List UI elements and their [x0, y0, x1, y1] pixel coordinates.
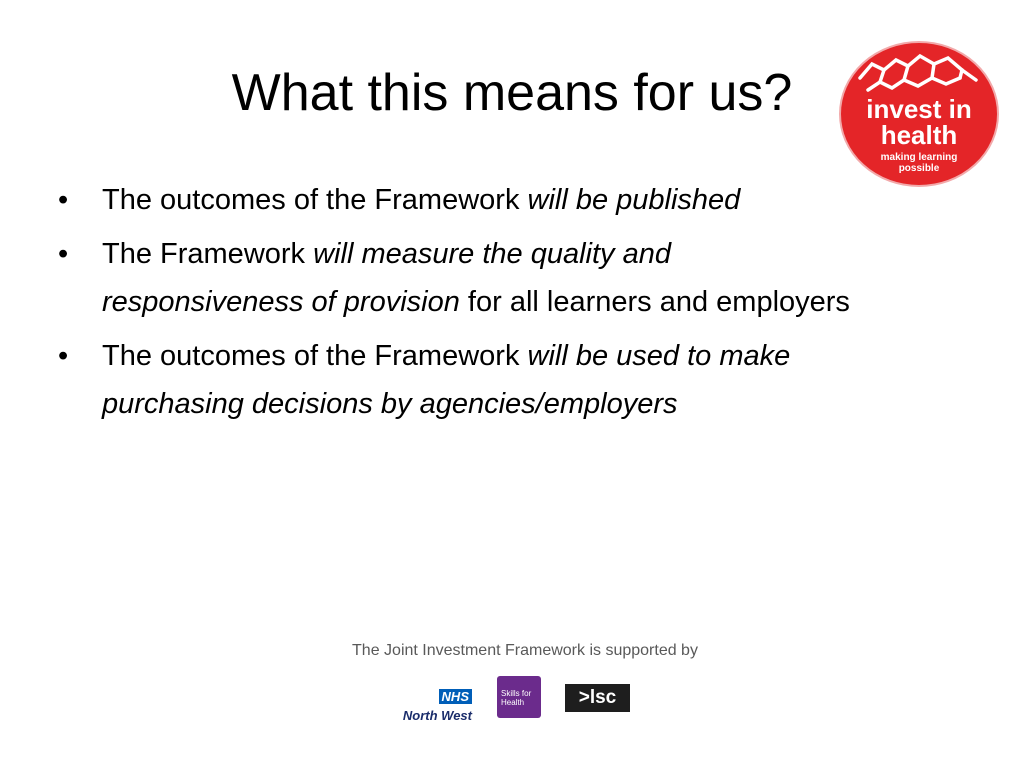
- bullet-text: The Framework: [102, 238, 314, 270]
- bullet-emphasis: will be published: [527, 184, 741, 216]
- bullet-emphasis: will measure the quality and responsiveness of provision: [102, 238, 671, 318]
- skills-for-health-logo: [497, 676, 541, 718]
- nhs-badge: NHS: [439, 689, 472, 704]
- logo-line-1: invest in: [866, 94, 972, 124]
- lsc-logo: >lsc: [565, 684, 630, 712]
- bullet-item: [58, 176, 878, 224]
- nhs-region: North West: [402, 708, 472, 723]
- logo-line-2: health: [880, 120, 958, 150]
- sfh-line-1: Skills for: [501, 689, 532, 698]
- bullet-text: The outcomes of the Framework: [102, 184, 528, 216]
- logo-tagline-1: making learning: [880, 152, 958, 163]
- bullet-text: The outcomes of the Framework: [102, 340, 528, 372]
- bullet-emphasis: will be used to make purchasing decisions by agencies/employers: [102, 340, 791, 420]
- bullet-item: [58, 230, 878, 326]
- invest-in-health-logo: [838, 40, 1000, 188]
- bullet-dot: •: [58, 238, 69, 270]
- nhs-north-west-logo: [398, 688, 472, 724]
- bullet-item: [58, 332, 878, 428]
- bullet-dot: •: [58, 340, 69, 372]
- slide-title: What this means for us?: [231, 64, 793, 122]
- logo-tagline-2: possible: [898, 163, 940, 174]
- sfh-line-2: Health: [501, 698, 525, 707]
- supporters-caption: The Joint Investment Framework is supported by: [352, 642, 698, 659]
- bullet-list: [58, 176, 878, 434]
- bullet-text-trailing: for all learners and employers: [459, 286, 850, 318]
- bullet-dot: •: [58, 184, 69, 216]
